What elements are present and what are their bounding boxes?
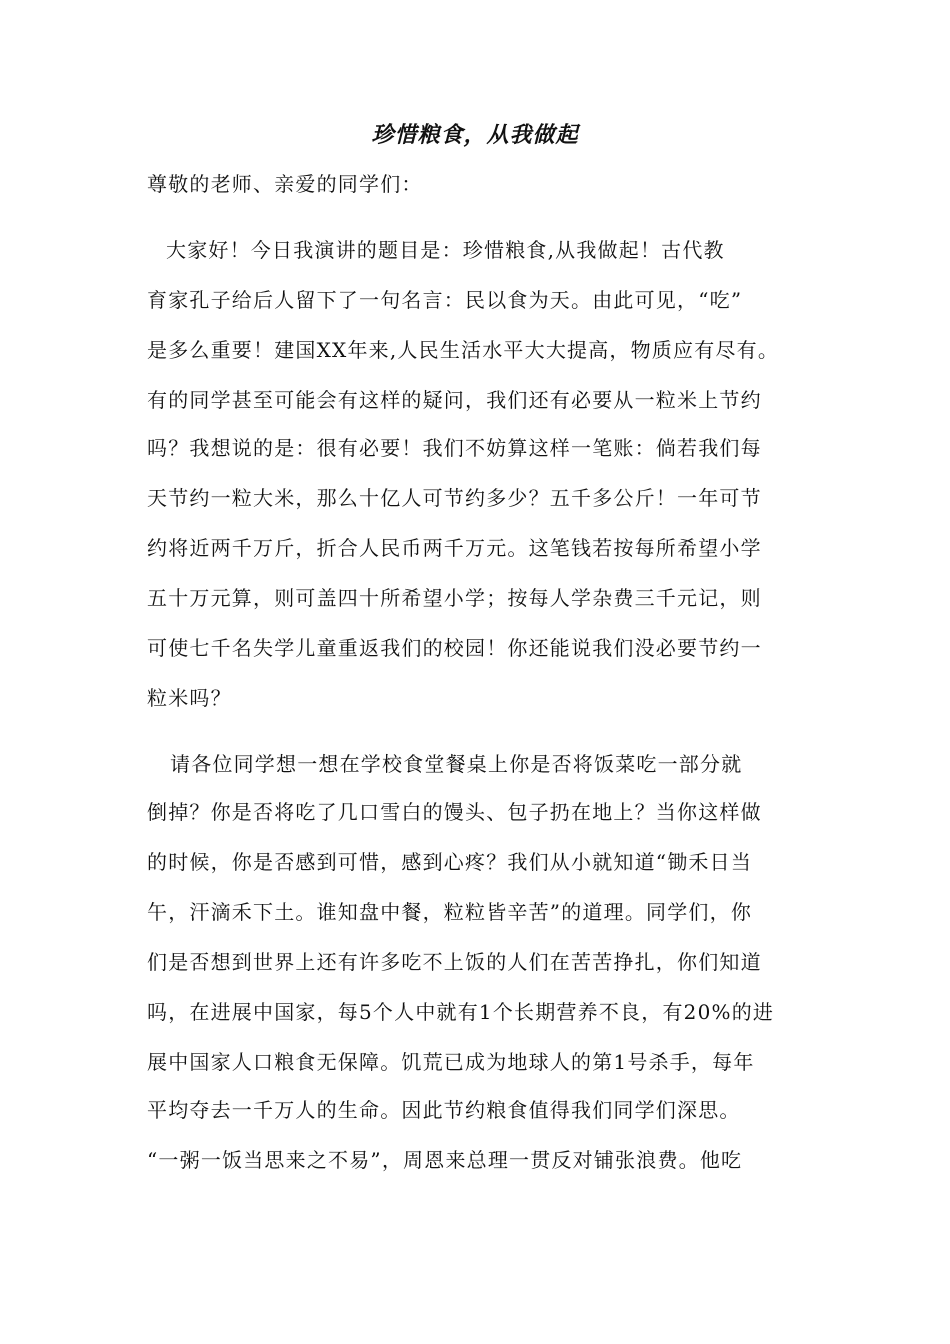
paragraph-line: 吗，在进展中国家，每5个人中就有1个长期营养不良，有20%的进 — [147, 1000, 775, 1024]
salutation: 尊敬的老师、亲爱的同学们： — [147, 172, 423, 196]
paragraph-line: 的时候，你是否感到可惜，感到心疼？我们从小就知道“锄禾日当 — [147, 850, 753, 874]
paragraph-line: 大家好！今日我演讲的题目是：珍惜粮食,从我做起！古代教 — [166, 238, 725, 262]
paragraph-line: “一粥一饭当思来之不易”，周恩来总理一贯反对铺张浪费。他吃 — [147, 1148, 743, 1172]
paragraph-line: 可使七千名失学儿童重返我们的校园！你还能说我们没必要节约一 — [147, 636, 762, 660]
paragraph-line: 倒掉？你是否将吃了几口雪白的馒头、包子扔在地上？当你这样做 — [147, 800, 762, 824]
page-title: 珍惜粮食，从我做起 — [371, 122, 579, 148]
paragraph-line: 天节约一粒大米，那么十亿人可节约多少？五千多公斤！一年可节 — [147, 486, 762, 510]
paragraph-line: 是多么重要！建国XX年来,人民生活水平大大提高，物质应有尽有。 — [147, 338, 780, 362]
paragraph-line: 约将近两千万斤，折合人民币两千万元。这笔钱若按每所希望小学 — [147, 536, 762, 560]
paragraph-line: 育家孔子给后人留下了一句名言：民以食为天。由此可见，“吃” — [147, 288, 743, 312]
paragraph-line: 请各位同学想一想在学校食堂餐桌上你是否将饭菜吃一部分就 — [170, 752, 743, 776]
paragraph-line: 平均夺去一千万人的生命。因此节约粮食值得我们同学们深思。 — [147, 1098, 741, 1122]
paragraph-line: 粒米吗？ — [147, 686, 232, 710]
paragraph-line: 们是否想到世界上还有许多吃不上饭的人们在苦苦挣扎，你们知道 — [147, 950, 762, 974]
paragraph-line: 有的同学甚至可能会有这样的疑问，我们还有必要从一粒米上节约 — [147, 388, 762, 412]
paragraph-line: 五十万元算，则可盖四十所希望小学；按每人学杂费三千元记，则 — [147, 586, 762, 610]
paragraph-line: 展中国家人口粮食无保障。饥荒已成为地球人的第1号杀手，每年 — [147, 1050, 755, 1074]
paragraph-line: 吗？我想说的是：很有必要！我们不妨算这样一笔账：倘若我们每 — [147, 436, 762, 460]
paragraph-line: 午，汗滴禾下土。谁知盘中餐，粒粒皆辛苦”的道理。同学们，你 — [147, 900, 753, 924]
